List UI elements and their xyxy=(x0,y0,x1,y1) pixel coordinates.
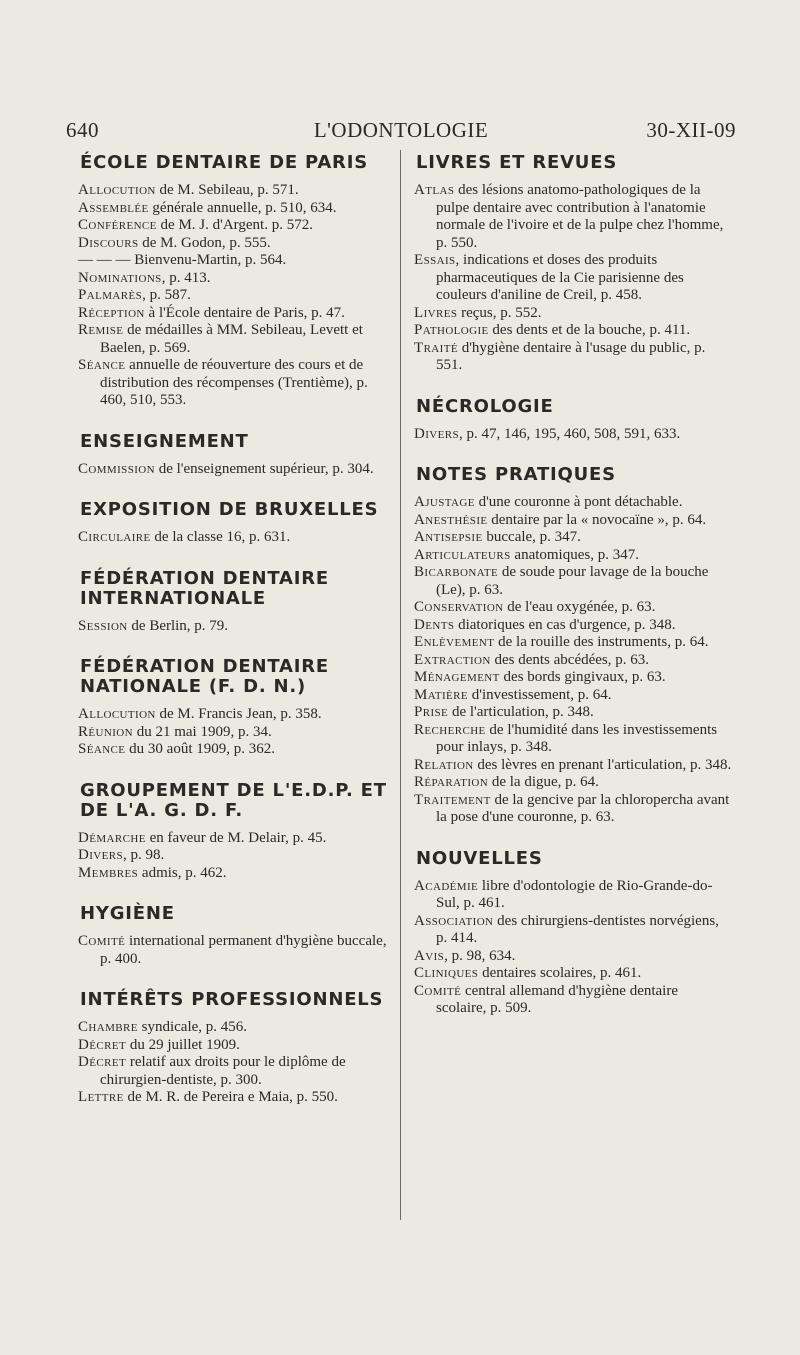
entry-text: du 21 mai 1909, p. 34. xyxy=(132,723,272,740)
entry-keyword: Décret xyxy=(78,1054,127,1070)
journal-title: L'ODONTOLOGIE xyxy=(313,118,489,142)
entry-keyword: Prise xyxy=(414,704,449,720)
entry-text: admis, p. 462. xyxy=(138,864,227,881)
entry-keyword: Anesthésie xyxy=(414,511,488,528)
entry-keyword: Cliniques xyxy=(414,965,479,981)
index-section xyxy=(414,849,732,1018)
entry-text: de M. Francis Jean, p. 358. xyxy=(155,706,322,722)
left-column xyxy=(78,153,390,1129)
index-entry xyxy=(78,724,390,742)
entry-text: des lèvres en prenant l'articulation, p. 348. xyxy=(473,756,732,773)
entry-keyword: Dents xyxy=(414,616,455,633)
entry-text: de l'humidité dans les investissements pour inlays, p. 348. xyxy=(436,721,718,755)
entry-keyword: Allocution xyxy=(78,182,156,198)
index-entry xyxy=(414,512,732,530)
index-entry xyxy=(414,426,732,444)
entry-text: buccale, p. 347. xyxy=(482,529,581,545)
index-entry xyxy=(78,830,390,848)
entry-keyword: Allocution xyxy=(78,706,156,722)
entry-text: de M. Sebileau, p. 571. xyxy=(155,182,299,198)
entry-keyword: Ajustage xyxy=(414,494,475,510)
index-section xyxy=(78,500,390,547)
entry-keyword: Traité xyxy=(414,339,458,356)
entry-keyword: Démarche xyxy=(78,829,146,846)
entry-text: annuelle de réouverture des cours et de distribution des récompenses (Trentième), p. 460, 510, 553. xyxy=(100,357,368,408)
entry-keyword: Bicarbonate xyxy=(414,564,499,580)
index-entry xyxy=(414,599,732,617)
entry-text: central allemand d'hygiène dentaire scolaire, p. 509. xyxy=(436,982,679,1016)
index-entry xyxy=(414,652,732,670)
index-entry xyxy=(78,252,390,270)
index-entry xyxy=(414,948,732,966)
entry-keyword: Session xyxy=(78,617,128,634)
entry-text: dentaires scolaires, p. 461. xyxy=(478,965,642,981)
entry-text: de soude pour lavage de la bouche (Le), p. 63. xyxy=(436,564,709,598)
index-entry xyxy=(78,357,390,410)
entry-keyword: Ménagement xyxy=(414,669,500,685)
entry-text: de la gencive par la chloropercha avant la pose d'une couronne, p. 63. xyxy=(436,791,730,825)
index-section xyxy=(78,781,390,883)
entry-text: à l'École dentaire de Paris, p. 47. xyxy=(144,304,345,321)
entry-text: en faveur de M. Delair, p. 45. xyxy=(145,829,327,846)
index-entry xyxy=(78,865,390,883)
right-column xyxy=(414,153,732,1040)
entry-text: des lésions anatomo-pathologiques de la pulpe dentaire avec contribution à l'anatomie normale de l'ivoire et de la pulpe chez l'homme, p. 550. xyxy=(436,182,724,251)
entry-text: , p. 413. xyxy=(161,269,211,286)
running-header xyxy=(66,118,736,150)
index-entry xyxy=(78,1037,390,1055)
index-entry xyxy=(78,1019,390,1037)
entry-keyword: Enlèvement xyxy=(414,634,495,650)
entry-keyword: Atlas xyxy=(414,182,455,198)
index-entry xyxy=(414,617,732,635)
entry-keyword: Membres xyxy=(78,864,139,881)
entry-keyword: Circulaire xyxy=(78,529,151,545)
entry-keyword: Recherche xyxy=(414,721,486,738)
section-title: GROUPEMENT DE L'E.D.P. ET DE L'A. G. D. F. xyxy=(80,779,387,821)
index-entry xyxy=(414,252,732,305)
index-entry xyxy=(414,547,732,565)
index-entry xyxy=(78,529,390,547)
entry-text: de l'articulation, p. 348. xyxy=(448,704,594,720)
index-entry xyxy=(414,722,732,757)
index-entry xyxy=(78,706,390,724)
index-section xyxy=(78,990,390,1107)
index-entry xyxy=(414,494,732,512)
index-entry xyxy=(414,564,732,599)
entry-text: de la rouille des instruments, p. 64. xyxy=(494,634,709,650)
column-divider xyxy=(400,150,401,1220)
entry-keyword: Nominations xyxy=(78,269,162,286)
entry-text: de M. Godon, p. 555. xyxy=(138,234,271,251)
entry-text: des chirurgiens-dentistes norvégiens, p. 414. xyxy=(436,912,719,946)
section-title: FÉDÉRATION DENTAIRE NATIONALE (F. D. N.) xyxy=(80,656,329,697)
entry-text: de M. J. d'Argent. p. 572. xyxy=(156,217,313,233)
entry-text: syndicale, p. 456. xyxy=(137,1019,248,1035)
entry-keyword: Discours xyxy=(78,234,139,251)
page-number: 640 xyxy=(66,118,99,142)
entry-keyword: Remise xyxy=(78,322,124,338)
entry-keyword: Comité xyxy=(414,982,462,999)
index-section xyxy=(78,153,390,410)
entry-keyword: Séance xyxy=(78,357,126,373)
index-entry xyxy=(414,634,732,652)
entry-keyword: Essais xyxy=(414,252,456,268)
entry-text: d'une couronne à pont détachable. xyxy=(474,494,683,510)
index-entry xyxy=(78,461,390,479)
entry-text: , p. 98, 634. xyxy=(444,947,516,964)
entry-text: reçus, p. 552. xyxy=(457,304,542,321)
entry-keyword: Relation xyxy=(414,756,474,773)
index-entry xyxy=(414,182,732,252)
index-entry xyxy=(414,322,732,340)
entry-text: diatoriques en cas d'urgence, p. 348. xyxy=(454,616,676,633)
entry-text: de la classe 16, p. 631. xyxy=(150,529,291,545)
entry-text: , indications et doses des produits pharmaceutiques de la Cie parisienne des couleurs d'aniline de Creil, p. 458. xyxy=(436,252,684,303)
entry-keyword: Décret xyxy=(78,1036,127,1053)
entry-text: de M. R. de Pereira e Maia, p. 550. xyxy=(123,1089,338,1105)
section-title: ENSEIGNEMENT xyxy=(80,430,249,452)
entry-text: relatif aux droits pour le diplôme de chirurgien-dentiste, p. 300. xyxy=(100,1054,346,1088)
entry-text: de la digue, p. 64. xyxy=(488,774,599,790)
index-entry xyxy=(78,847,390,865)
entry-keyword: Assemblée xyxy=(78,199,149,216)
index-entry xyxy=(78,235,390,253)
entry-keyword: Palmarès xyxy=(78,287,143,303)
index-entry xyxy=(414,913,732,948)
index-entry xyxy=(78,200,390,218)
index-section xyxy=(414,153,732,375)
entry-text: du 30 août 1909, p. 362. xyxy=(125,741,275,757)
section-title: HYGIÈNE xyxy=(80,903,175,924)
entry-keyword: Académie xyxy=(414,877,479,894)
index-entry xyxy=(414,792,732,827)
index-entry xyxy=(414,340,732,375)
section-title: EXPOSITION DE BRUXELLES xyxy=(80,499,379,520)
index-entry xyxy=(414,704,732,722)
entry-text: de Berlin, p. 79. xyxy=(127,617,229,634)
entry-keyword: Commission xyxy=(78,460,155,477)
entry-text: , p. 47, 146, 195, 460, 508, 591, 633. xyxy=(459,425,681,442)
entry-keyword: Extraction xyxy=(414,651,491,668)
index-entry xyxy=(78,618,390,636)
index-section xyxy=(78,657,390,759)
index-section xyxy=(414,397,732,444)
entry-keyword: Réparation xyxy=(414,774,489,790)
index-entry xyxy=(78,305,390,323)
entry-text: des dents et de la bouche, p. 411. xyxy=(488,322,691,338)
entry-keyword: Réunion xyxy=(78,723,133,740)
index-entry xyxy=(414,757,732,775)
section-title: FÉDÉRATION DENTAIRE INTERNATIONALE xyxy=(80,567,329,609)
entry-keyword: Lettre xyxy=(78,1089,124,1105)
entry-keyword: Pathologie xyxy=(414,322,489,338)
entry-keyword: Comité xyxy=(78,933,126,949)
entry-text: du 29 juillet 1909. xyxy=(126,1036,240,1053)
index-entry xyxy=(78,287,390,305)
index-entry xyxy=(78,933,390,968)
entry-keyword: Conférence xyxy=(78,217,157,233)
index-entry xyxy=(414,774,732,792)
index-entry xyxy=(414,529,732,547)
entry-keyword: Association xyxy=(414,912,494,929)
entry-text: — — — Bienvenu-Martin, p. 564. xyxy=(78,252,287,268)
entry-text: des dents abcédées, p. 63. xyxy=(490,651,650,668)
index-entry xyxy=(414,878,732,913)
entry-keyword: Réception xyxy=(78,304,145,321)
entry-keyword: Traitement xyxy=(414,791,491,808)
section-title: LIVRES ET REVUES xyxy=(416,152,618,173)
index-entry xyxy=(78,1089,390,1107)
entry-keyword: Avis xyxy=(414,947,445,964)
entry-keyword: Livres xyxy=(414,304,458,321)
section-title: ÉCOLE DENTAIRE DE PARIS xyxy=(80,152,368,173)
index-entry xyxy=(78,182,390,200)
index-entry xyxy=(78,322,390,357)
index-entry xyxy=(78,741,390,759)
entry-text: générale annuelle, p. 510, 634. xyxy=(148,199,337,216)
entry-text: d'investissement, p. 64. xyxy=(468,686,612,703)
entry-text: anatomiques, p. 347. xyxy=(510,546,639,563)
entry-keyword: Antisepsie xyxy=(414,529,483,545)
issue-date: 30-XII-09 xyxy=(646,118,736,142)
section-title: NOUVELLES xyxy=(416,847,543,869)
entry-keyword: Divers xyxy=(78,847,124,863)
index-entry xyxy=(414,687,732,705)
section-title: NÉCROLOGIE xyxy=(416,395,554,417)
entry-text: dentaire par la « novocaïne », p. 64. xyxy=(487,511,707,528)
index-entry xyxy=(414,305,732,323)
entry-keyword: Conservation xyxy=(414,599,504,615)
index-entry xyxy=(414,983,732,1018)
entry-text: de l'enseignement supérieur, p. 304. xyxy=(154,460,374,477)
entry-keyword: Matière xyxy=(414,686,469,703)
entry-text: , p. 98. xyxy=(123,847,165,863)
index-section xyxy=(414,465,732,827)
entry-text: des bords gingivaux, p. 63. xyxy=(499,669,666,685)
entry-text: libre d'odontologie de Rio-Grande-do-Sul, p. 461. xyxy=(436,877,713,911)
index-section xyxy=(78,432,390,479)
index-entry xyxy=(414,669,732,687)
entry-keyword: Chambre xyxy=(78,1019,138,1035)
entry-text: international permanent d'hygiène buccale, p. 400. xyxy=(100,933,387,967)
entry-keyword: Articulateurs xyxy=(414,546,511,563)
entry-text: de médailles à MM. Sebileau, Levett et Baelen, p. 569. xyxy=(100,322,363,356)
entry-text: de l'eau oxygénée, p. 63. xyxy=(503,599,656,615)
entry-text: , p. 587. xyxy=(142,287,191,303)
index-entry xyxy=(78,1054,390,1089)
index-section xyxy=(78,569,390,636)
entry-text: d'hygiène dentaire à l'usage du public, p. 551. xyxy=(436,339,706,373)
entry-keyword: Divers xyxy=(414,425,460,442)
section-title: INTÉRÊTS PROFESSIONNELS xyxy=(80,989,384,1010)
index-entry xyxy=(414,965,732,983)
index-entry xyxy=(78,217,390,235)
index-section xyxy=(78,904,390,968)
section-title: NOTES PRATIQUES xyxy=(416,464,616,485)
entry-keyword: Séance xyxy=(78,741,126,757)
index-entry xyxy=(78,270,390,288)
